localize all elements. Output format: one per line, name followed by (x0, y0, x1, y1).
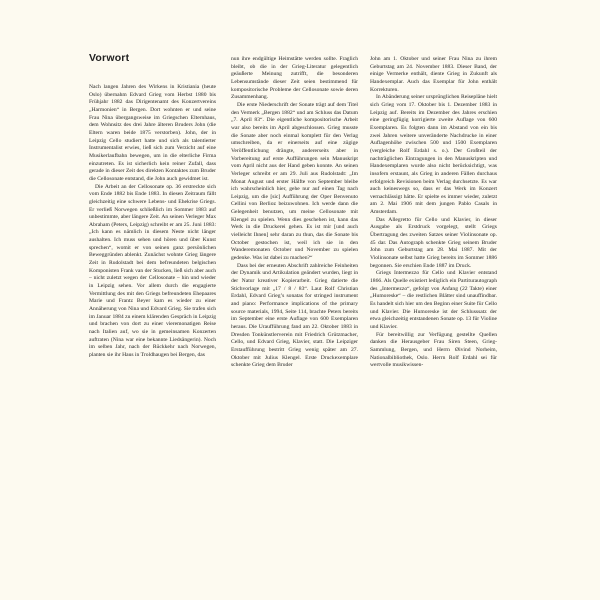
paragraph: Nach langen Jahren des Wirkens in Kristiania (heute Oslo) übernahm Edvard Grieg vom Herbst 1880 bis Frühjahr 1882 das Dirigentenamt des Konzertvereins „Harmonien“ in Bergen. Dort wohnten er und seine Frau Nina übergangsweise im Griegschen Elternhaus, dem Wohnsitz des drei Jahre älteren Bruders John (die Eltern waren beide 1875 verstorben). John, der in Leipzig Cello studiert hatte und sich als talentierter Instrumentalist erwies, ließ sich zum Verzicht auf eine Musikerlaufbahn bewegen, um in die elterliche Firma einzutreten. Es ist sicherlich kein reiner Zufall, dass gerade in dieser Zeit des direkten Kontaktes zum Bruder die Cellosonate entstand, die John auch gewidmet ist. (89, 84, 216, 182)
paragraph: Die Arbeit an der Cellosonate op. 36 erstreckte sich vom Ende 1882 bis Ende 1883. In diesen Zeitraum fällt gleichzeitig eine schwere Lebens- und Ehekrise Griegs. Er verließ Norwegen schließlich im Sommer 1883 auf unbestimmte, aber längere Zeit. An seinen Verleger Max Abraham (Peters, Leipzig) schreibt er am 25. Juni 1883: „Ich kann es nämlich in diesem Neste nicht länger aushalten. Ich muss sehen und hören und über Kunst sprechen“, womit er von seinen ganz persönlichen Beweggründen ablenkt. Zunächst wohnte Grieg längere Zeit in Rudolstadt bei dem befreundeten belgischen Komponisten Frank van der Stucken, ließ sich aber auch – nicht zuletzt wegen der Cellosonate – hin und wieder in Leipzig sehen. Vor allem durch die engagierte Vermittlung des mit den Griegs befreundeten Ehepaares Marie und Frantz Beyer kam es wieder zu einer Annäherung von Nina und Edvard Grieg. Sie trafen sich im Januar 1884 zu einem klärenden Gespräch in Leipzig und brachen von dort zu einer vieremonatigen Reise nach Italien auf, wo sie in gemeinsamen Konzerten auftraten (Nina war eine bekannte Liedsängerin). Noch im selben Jahr, nach der Rückkehr nach Norwegen, planten sie ihr Haus in Troldhaugen bei Bergen, das (89, 183, 216, 358)
text-column-3 (370, 56, 497, 370)
paragraph: John am 1. Oktober und seiner Frau Nina zu ihrem Geburtstag am 24. November 1883. Dieser Band, der einige Vermerke enthält, diente Grieg in Zukunft als Handexemplar. Auch das Exemplar für John enthält Korrekturen. (370, 56, 497, 93)
text-column-2 (231, 56, 358, 370)
text-column-1 (89, 84, 216, 360)
paragraph: nun ihre endgültige Heimstätte werden sollte. Fraglich bleibt, ob die in der Grieg-Literatur gelegentlich geäußerte Meinung zutrifft, die besonderen Lebensumstände dieser Zeit seien bestimmend für kompositorische Probleme der Cellosonate sowie deren Zusammenhang. (231, 56, 358, 101)
paragraph: Dass bei der erneuten Abschrift zahlreiche Feinheiten der Dynamik und Artikulation geändert wurden, liegt in der Natur kreativer Kopierarbeit. Grieg datierte die Stichvorlage mit „17 / 8 / 83“. Laut Rolf Christian Erdahl, Edvard Grieg’s sonatas for stringed instrument and piano: Performance implications of the primary source materials, 1994, Seite 114, brachte Peters bereits im September eine erste Auflage von 600 Exemplaren heraus. Die Uraufführung fand am 22. Oktober 1883 in Dresden Tonkünstlerverein mit Friedrich Grützmacher, Cello, und Edvard Grieg, Klavier, statt. Die Leipziger Erstaufführung bestritt Grieg wenig später am 27. Oktober mit Julius Klengel. Erste Druckexemplare schenkte Grieg dem Bruder (231, 262, 358, 369)
paragraph: Das Allegretto für Cello und Klavier, in dieser Ausgabe als Erstdruck vorgelegt, stellt Griegs Übertragung des zweiten Satzes seiner Violinsonate op. 45 dar. Das Autograph schenkte Grieg seinem Bruder John zum Geburtstag am 28. Mai 1887. Mit der Violinsonate selbst hatte Grieg bereits im Sommer 1886 begonnen. Sie erschien Ende 1887 im Druck. (370, 216, 497, 269)
paragraph: Für bereitwillig zur Verfügung gestellte Quellen danken die Herausgeber Frau Siren Steen, Grieg-Sammlung, Bergen, und Herrn Øivind Norheim, Nationalbibliothek, Oslo. Herrn Rolf Erdahl sei für wertvolle musikwissen- (370, 331, 497, 369)
paragraph: In Abänderung seiner ursprünglichen Reisepläne hielt sich Grieg vom 17. Oktober bis 1. Dezember 1883 in Leipzig auf. Bereits im Dezember des Jahres erschien eine geringfügig korrigierte zweite Auflage von 600 Exemplaren. Es folgten dann im Abstand von ein bis zwei Jahren weitere unveränderte Nachdrucke in einer Auflagenhöhe zwischen 500 und 1500 Exemplaren (vergleiche Rolf Erdahl s. o.). Der Großteil der nachträglichen Eintragungen in den Manuskripten und Handexemplaren wurde also nicht berücksichtigt, was insofern erstaunt, als Grieg in anderen Fällen durchaus erfolgreich Revisionen beim Verlag durchsetzte. Es war auch keineswegs so, dass er das Werk im Konzert vernachlässigt hätte. Er spielte es immer wieder, zuletzt am 2. Mai 1906 mit dem jungen Pablo Casals in Amsterdam. (370, 94, 497, 216)
page-title: Vorwort (89, 52, 130, 64)
paragraph: Griegs Intermezzo für Cello und Klavier entstand 1866. Als Quelle existiert lediglich ein Partiturautograph des „Intermezzo“, gefolgt von Anfang (22 Takte) einer „Humoreske“ – die restlichen Blätter sind unauffindbar. Es handelt sich hier um den Beginn einer Suite für Cello und Klavier. Die Humoreske ist der Schlusssatz der etwa gleichzeitig entstandenen Sonate op. 13 für Violine und Klavier. (370, 270, 497, 330)
paragraph: Die erste Niederschrift der Sonate trägt auf dem Titel den Vermerk „Bergen 1882“ und am Schluss das Datum „7. April 83“. Die eigentliche kompositorische Arbeit war also bereits im April abgeschlossen. Grieg musste die Sonate aber noch einmal komplett für den Verlag umschreiben, da er einerseits auf eine zügige Veröffentlichung drängte, andererseits aber in Vorbereitung auf erste Aufführungen sein Manuskript vom April nicht aus der Hand geben konnte. An seinen Verleger schreibt er am 29. Juli aus Rudolstadt: „Im Monat August und erster Hälfte von September bleibe ich wahrscheinlich hier, gehe nur auf einen Tag nach Leipzig, um die [sic] Aufführung der Oper Benvenuto Cellini von Berlioz beizuwohnen. Ich werde dann die Gelegenheit benutzen, um meine Cellosonate mit Klengel zu spielen. Wenn dies geschehen ist, kann das Werk in die Druckerei gehen. Es ist mir [und auch vielleicht Ihnen] sehr daran zu thun, das die Sonate bis October gestochen ist, weil ich sie in den Wanderemonaten October und November zu spielen gedenke. Was ist dabei zu machen?“ (231, 101, 358, 262)
